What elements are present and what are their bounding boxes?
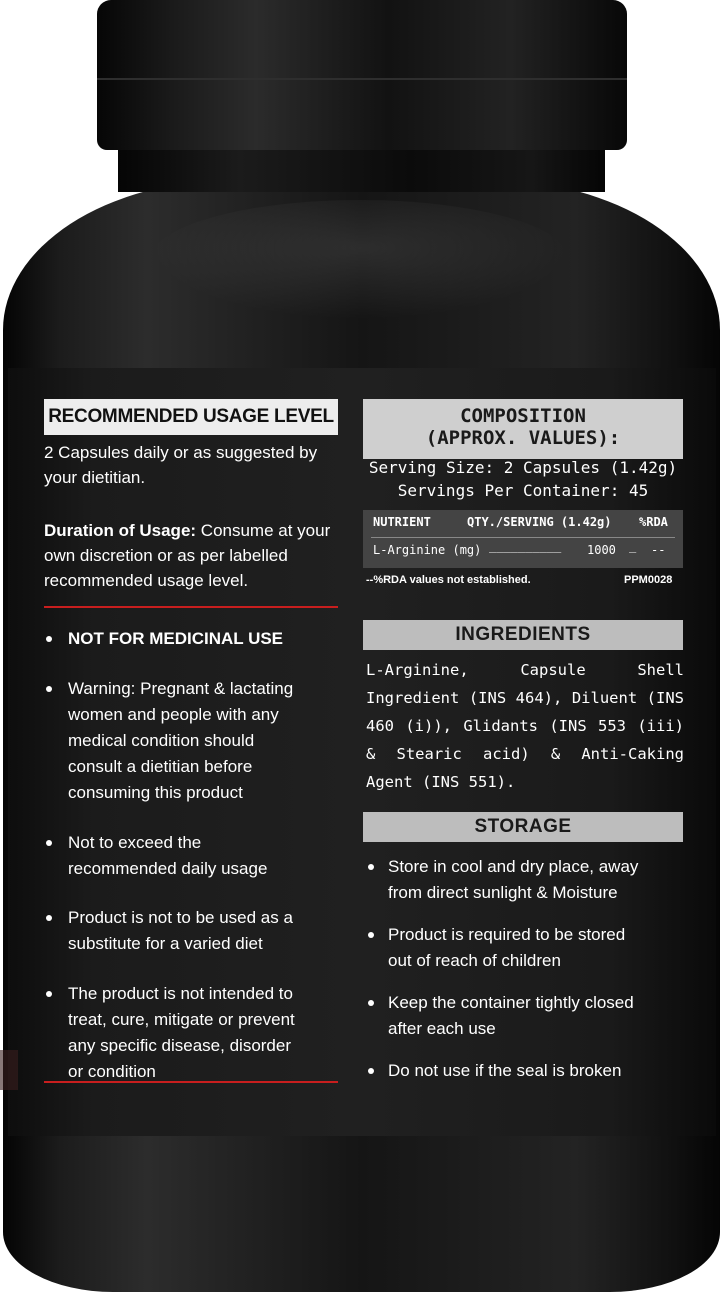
- bottle-cap: [97, 0, 627, 150]
- storage-heading: STORAGE: [363, 812, 683, 842]
- bullet-dot-icon: [46, 915, 52, 921]
- table-header-rda: %RDA: [639, 515, 668, 529]
- storage-item: [368, 854, 688, 906]
- storage-line: Store in cool and dry place, away: [388, 857, 639, 876]
- ingredients-text: L-Arginine, Capsule Shell Ingredient (INS 464), Diluent (INS 460 (i)), Glidants (INS 553 (iii) & Stearic acid) & Anti-Caking Agent (INS 551).: [366, 661, 684, 791]
- servings-per-container: Servings Per Container: 45: [397, 481, 649, 500]
- bullet-text: [68, 981, 348, 1085]
- usage-heading: RECOMMENDED USAGE LEVEL: [44, 399, 338, 435]
- bullet-item: [46, 905, 346, 957]
- bullet-dot-icon: [368, 932, 374, 938]
- divider-line: [44, 1081, 338, 1083]
- nutrient-table: [363, 510, 683, 568]
- storage-text: [388, 922, 688, 974]
- table-cell-dash: _: [629, 539, 637, 553]
- serving-size: Serving Size: 2 Capsules (1.42g): [368, 458, 678, 477]
- bullet-dot-icon: [46, 991, 52, 997]
- bullet-dot-icon: [368, 1068, 374, 1074]
- bullet-text: [68, 905, 348, 957]
- storage-line: Product is required to be stored: [388, 925, 626, 944]
- bullet-line: women and people with any: [68, 705, 279, 724]
- storage-text: [388, 990, 688, 1042]
- storage-line: Keep the container tightly closed: [388, 993, 634, 1012]
- bullet-dot-icon: [368, 1000, 374, 1006]
- table-cell-line: __________: [489, 539, 562, 553]
- bullet-dot-icon: [368, 864, 374, 870]
- bullet-line: The product is not intended to: [68, 984, 293, 1003]
- storage-line: out of reach of children: [388, 951, 561, 970]
- table-header-nutrient: NUTRIENT: [373, 515, 431, 529]
- bullet-line: Product is not to be used as a: [68, 908, 293, 927]
- composition-heading-line: (APPROX. VALUES):: [425, 427, 621, 449]
- usage-text-line: your dietitian.: [44, 468, 146, 487]
- duration-text: [44, 518, 344, 593]
- bullet-text: NOT FOR MEDICINAL USE: [68, 629, 284, 648]
- storage-line: after each use: [388, 1019, 496, 1038]
- table-cell-nutrient: L-Arginine (mg): [373, 543, 482, 557]
- composition-heading-line: COMPOSITION: [460, 405, 586, 427]
- bullet-item: [46, 626, 346, 652]
- duration-text-line: Consume at your: [196, 521, 331, 540]
- bullet-line: Warning: Pregnant & lactating: [68, 679, 294, 698]
- bullet-dot-icon: [46, 686, 52, 692]
- composition-heading: [363, 399, 683, 459]
- bullet-line: medical condition should: [68, 731, 255, 750]
- table-rule: [371, 537, 675, 538]
- bullet-item: [46, 830, 346, 882]
- bullet-line: Not to exceed the: [68, 833, 202, 852]
- bullet-line: treat, cure, mitigate or prevent: [68, 1010, 295, 1029]
- table-cell-rda: --: [651, 543, 666, 557]
- duration-label: Duration of Usage:: [44, 521, 197, 540]
- bullet-text: [68, 676, 348, 806]
- usage-text-line: 2 Capsules daily or as suggested by: [44, 443, 318, 462]
- divider-line: [44, 606, 338, 608]
- rda-note: --%RDA values not established.: [366, 574, 531, 586]
- bullet-dot-icon: [46, 636, 52, 642]
- cap-ridge: [97, 78, 627, 80]
- table-header-qty: QTY./SERVING (1.42g): [467, 515, 612, 529]
- bullet-text: [68, 830, 348, 882]
- bullet-line: substitute for a varied diet: [68, 934, 263, 953]
- bullet-line: recommended daily usage: [68, 859, 268, 878]
- bullet-item: [46, 981, 346, 1085]
- bottle-highlight: [150, 200, 570, 320]
- bullet-line: consult a dietitian before: [68, 757, 253, 776]
- storage-line: from direct sunlight & Moisture: [388, 883, 618, 902]
- storage-item: [368, 990, 688, 1042]
- ingredients-heading: INGREDIENTS: [363, 620, 683, 650]
- storage-text: [388, 854, 688, 906]
- bullet-line: consuming this product: [68, 783, 243, 802]
- usage-text: [44, 440, 344, 490]
- bullet-item: [46, 676, 346, 806]
- duration-text-line: own discretion or as per labelled: [44, 546, 288, 565]
- table-cell-qty: 1000: [587, 543, 616, 557]
- storage-item: [368, 1058, 688, 1084]
- storage-item: [368, 922, 688, 974]
- edge-mark: [0, 1050, 18, 1090]
- storage-text: Do not use if the seal is broken: [388, 1061, 622, 1080]
- product-code: PPM0028: [624, 574, 673, 586]
- duration-text-line: recommended usage level.: [44, 571, 249, 590]
- bottle-neck: [118, 150, 605, 192]
- bullet-line: or condition: [68, 1062, 156, 1081]
- bullet-line: any specific disease, disorder: [68, 1036, 292, 1055]
- bullet-dot-icon: [46, 840, 52, 846]
